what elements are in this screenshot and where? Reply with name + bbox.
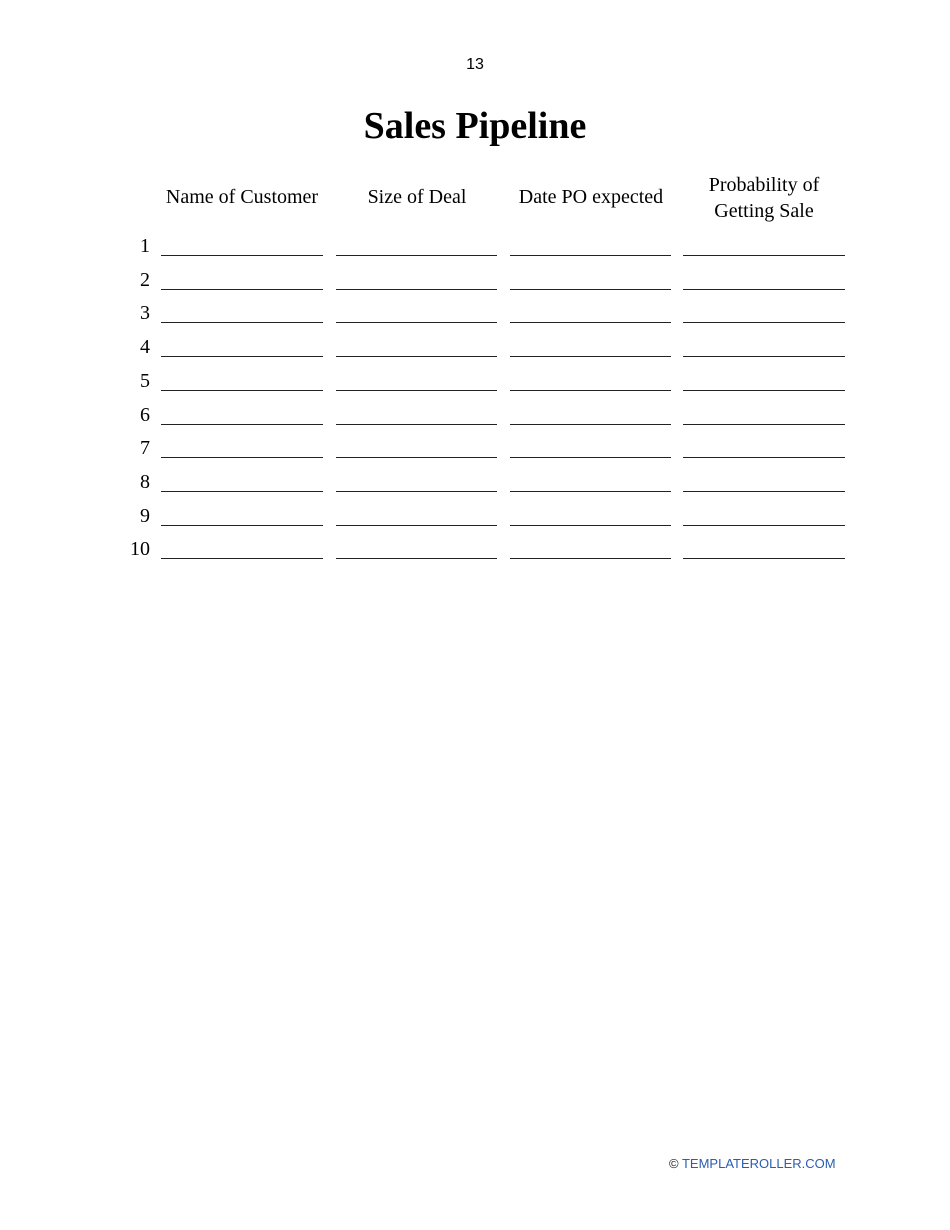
customer-name-blank[interactable] bbox=[161, 491, 323, 492]
page-number: 13 bbox=[466, 56, 484, 73]
customer-name-blank[interactable] bbox=[161, 356, 323, 357]
deal-size-blank[interactable] bbox=[336, 558, 497, 559]
date-po-blank[interactable] bbox=[510, 457, 671, 458]
column-header-probability: Probability of Getting Sale bbox=[708, 174, 820, 222]
probability-blank[interactable] bbox=[683, 322, 845, 323]
probability-blank[interactable] bbox=[683, 491, 845, 492]
customer-name-blank[interactable] bbox=[161, 525, 323, 526]
column-header-customer: Name of Customer bbox=[165, 186, 319, 208]
row-number: 2 bbox=[140, 268, 150, 291]
deal-size-blank[interactable] bbox=[336, 356, 497, 357]
copyright-symbol: © bbox=[669, 1156, 679, 1171]
probability-blank[interactable] bbox=[683, 457, 845, 458]
probability-blank[interactable] bbox=[683, 356, 845, 357]
date-po-blank[interactable] bbox=[510, 322, 671, 323]
date-po-blank[interactable] bbox=[510, 255, 671, 256]
date-po-blank[interactable] bbox=[510, 289, 671, 290]
row-number: 3 bbox=[140, 302, 150, 325]
row-number: 7 bbox=[140, 437, 150, 460]
customer-name-blank[interactable] bbox=[161, 289, 323, 290]
date-po-blank[interactable] bbox=[510, 390, 671, 391]
row-number: 5 bbox=[140, 369, 150, 392]
date-po-blank[interactable] bbox=[510, 356, 671, 357]
customer-name-blank[interactable] bbox=[161, 558, 323, 559]
table-row bbox=[120, 232, 850, 262]
customer-name-blank[interactable] bbox=[161, 457, 323, 458]
probability-blank[interactable] bbox=[683, 525, 845, 526]
probability-blank[interactable] bbox=[683, 424, 845, 425]
deal-size-blank[interactable] bbox=[336, 289, 497, 290]
date-po-blank[interactable] bbox=[510, 525, 671, 526]
deal-size-blank[interactable] bbox=[336, 457, 497, 458]
table-row bbox=[120, 502, 850, 532]
row-number: 6 bbox=[140, 403, 150, 426]
footer-link[interactable]: TEMPLATEROLLER.COM bbox=[681, 1156, 836, 1171]
table-row bbox=[120, 401, 850, 431]
row-number: 8 bbox=[140, 470, 150, 493]
table-row bbox=[120, 367, 850, 397]
deal-size-blank[interactable] bbox=[336, 525, 497, 526]
customer-name-blank[interactable] bbox=[161, 424, 323, 425]
probability-blank[interactable] bbox=[683, 558, 845, 559]
deal-size-blank[interactable] bbox=[336, 390, 497, 391]
date-po-blank[interactable] bbox=[510, 424, 671, 425]
deal-size-blank[interactable] bbox=[336, 424, 497, 425]
row-number: 9 bbox=[140, 504, 150, 527]
table-row bbox=[120, 434, 850, 464]
probability-blank[interactable] bbox=[683, 289, 845, 290]
date-po-blank[interactable] bbox=[510, 558, 671, 559]
table-row bbox=[120, 468, 850, 498]
column-header-deal-size: Size of Deal bbox=[367, 186, 467, 208]
probability-blank[interactable] bbox=[683, 255, 845, 256]
date-po-blank[interactable] bbox=[510, 491, 671, 492]
deal-size-blank[interactable] bbox=[336, 491, 497, 492]
deal-size-blank[interactable] bbox=[336, 322, 497, 323]
table-row bbox=[120, 535, 850, 565]
deal-size-blank[interactable] bbox=[336, 255, 497, 256]
table-row bbox=[120, 333, 850, 363]
table-row bbox=[120, 299, 850, 329]
column-header-date-po: Date PO expected bbox=[518, 186, 664, 208]
row-number: 10 bbox=[130, 538, 150, 561]
customer-name-blank[interactable] bbox=[161, 390, 323, 391]
page-title: Sales Pipeline bbox=[363, 105, 587, 147]
probability-blank[interactable] bbox=[683, 390, 845, 391]
customer-name-blank[interactable] bbox=[161, 322, 323, 323]
table-row bbox=[120, 266, 850, 296]
row-number: 1 bbox=[140, 235, 150, 257]
row-number: 4 bbox=[140, 336, 150, 359]
customer-name-blank[interactable] bbox=[161, 255, 323, 256]
footer-credit bbox=[669, 1156, 836, 1171]
